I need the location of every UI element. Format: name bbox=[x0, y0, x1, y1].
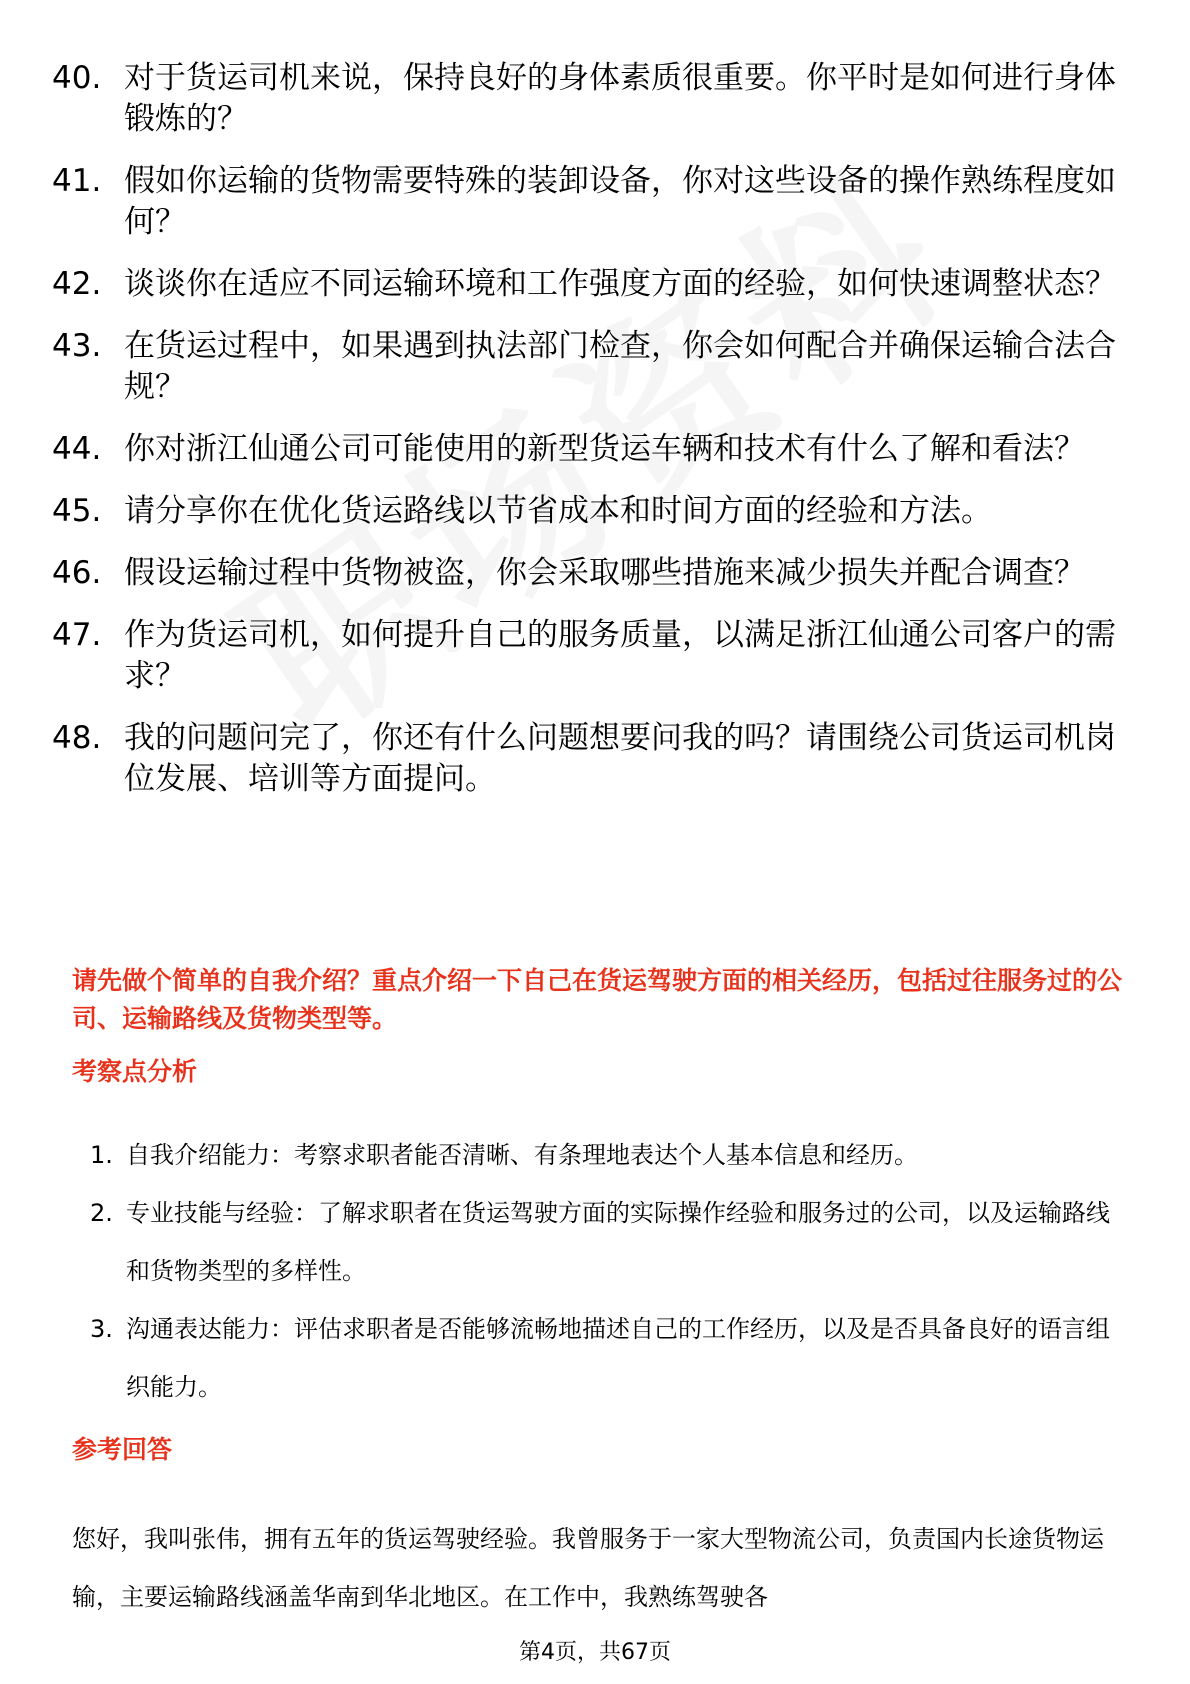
analysis-text: 专业技能与经验：了解求职者在货运驾驶方面的实际操作经验和服务过的公司，以及运输路线和货物类型的多样性。 bbox=[126, 1199, 1110, 1285]
analysis-list bbox=[90, 1126, 1130, 1416]
question-item bbox=[52, 161, 1132, 243]
analysis-item bbox=[90, 1126, 1130, 1184]
question-text: 作为货运司机，如何提升自己的服务质量，以满足浙江仙通公司客户的需求？ bbox=[124, 617, 1116, 694]
question-item bbox=[52, 491, 1132, 532]
question-item bbox=[52, 718, 1132, 800]
analysis-number: 1. bbox=[90, 1141, 113, 1169]
question-number: 40. bbox=[52, 60, 102, 96]
question-text: 对于货运司机来说，保持良好的身体素质很重要。你平时是如何进行身体锻炼的？ bbox=[124, 60, 1116, 137]
analysis-item bbox=[90, 1184, 1130, 1300]
question-text: 你对浙江仙通公司可能使用的新型货运车辆和技术有什么了解和看法？ bbox=[124, 431, 1085, 467]
question-item bbox=[52, 264, 1132, 305]
question-text: 请分享你在优化货运路线以节省成本和时间方面的经验和方法。 bbox=[124, 493, 992, 529]
question-item bbox=[52, 615, 1132, 697]
page-footer: 第4页，共67页 bbox=[519, 1640, 671, 1665]
question-number: 46. bbox=[52, 555, 102, 591]
question-text: 在货运过程中，如果遇到执法部门检查，你会如何配合并确保运输合法合规？ bbox=[124, 328, 1116, 405]
answer-heading: 参考回答 bbox=[72, 1435, 173, 1464]
featured-question: 请先做个简单的自我介绍？重点介绍一下自己在货运驾驶方面的相关经历，包括过往服务过的公司、运输路线及货物类型等。 bbox=[72, 966, 1123, 1033]
question-number: 47. bbox=[52, 617, 102, 653]
question-text: 谈谈你在适应不同运输环境和工作强度方面的经验，如何快速调整状态？ bbox=[124, 266, 1116, 302]
analysis-number: 3. bbox=[90, 1315, 113, 1343]
analysis-heading: 考察点分析 bbox=[72, 1057, 198, 1086]
question-item bbox=[52, 553, 1132, 594]
analysis-text: 沟通表达能力：评估求职者是否能够流畅地描述自己的工作经历，以及是否具备良好的语言组织能力。 bbox=[126, 1315, 1110, 1401]
analysis-number: 2. bbox=[90, 1199, 113, 1227]
question-number: 44. bbox=[52, 431, 102, 467]
question-number: 45. bbox=[52, 493, 102, 529]
question-number: 43. bbox=[52, 328, 102, 364]
question-text: 假设运输过程中货物被盗，你会采取哪些措施来减少损失并配合调查？ bbox=[124, 555, 1085, 591]
question-number: 42. bbox=[52, 266, 102, 302]
question-number: 41. bbox=[52, 163, 102, 199]
question-text: 假如你运输的货物需要特殊的装卸设备，你对这些设备的操作熟练程度如何？ bbox=[124, 163, 1116, 240]
answer-text: 您好，我叫张伟，拥有五年的货运驾驶经验。我曾服务于一家大型物流公司，负责国内长途货物运输，主要运输路线涵盖华南到华北地区。在工作中，我熟练驾驶各 bbox=[72, 1525, 1104, 1611]
analysis-text: 自我介绍能力：考察求职者能否清晰、有条理地表达个人基本信息和经历。 bbox=[126, 1141, 918, 1169]
question-item bbox=[52, 326, 1132, 408]
analysis-item bbox=[90, 1300, 1130, 1416]
question-item bbox=[52, 429, 1132, 470]
question-item bbox=[52, 58, 1132, 140]
question-text: 我的问题问完了，你还有什么问题想要问我的吗？请围绕公司货运司机岗位发展、培训等方面提问。 bbox=[124, 720, 1116, 797]
question-number: 48. bbox=[52, 720, 102, 756]
question-list bbox=[52, 58, 1132, 821]
